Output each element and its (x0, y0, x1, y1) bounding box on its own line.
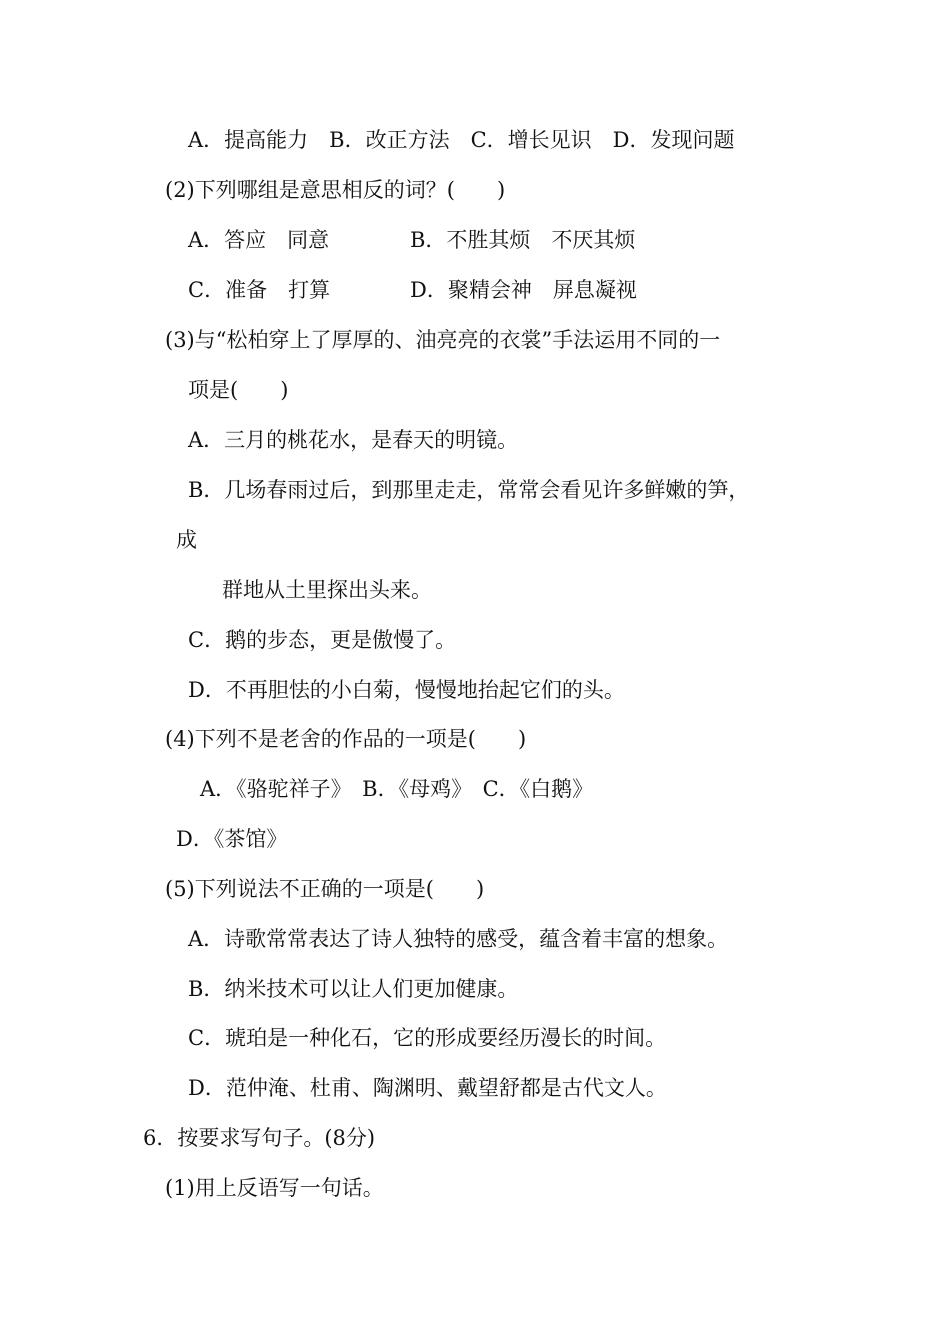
q5-1-options: A．提高能力 B．改正方法 C．增长见识 D．发现问题 (188, 128, 735, 152)
q5-4-option-d: D．《茶馆》 (176, 827, 288, 851)
q5-5-option-c: C．琥珀是一种化石，它的形成要经历漫长的时间。 (188, 1026, 667, 1050)
q5-2-option-c: C．准备 打算 (188, 278, 331, 302)
q5-2-option-b: B．不胜其烦 不厌其烦 (410, 228, 636, 252)
q5-5-option-b: B．纳米技术可以让人们更加健康。 (188, 977, 519, 1001)
q5-3-option-a: A．三月的桃花水，是春天的明镜。 (188, 428, 519, 452)
q5-2-option-d: D．聚精会神 屏息凝视 (410, 278, 637, 302)
q5-3-stem-cont: 项是( ) (188, 378, 289, 402)
q5-3-option-c: C．鹅的步态，更是傲慢了。 (188, 628, 457, 652)
q5-5-option-a: A．诗歌常常表达了诗人独特的感受，蕴含着丰富的想象。 (188, 927, 729, 951)
q5-4-stem: (4)下列不是老舍的作品的一项是( ) (165, 727, 527, 751)
q5-4-options: A．《骆驼祥子》 B．《母鸡》 C．《白鹅》 (200, 777, 594, 801)
q5-3-option-b: B．几场春雨过后，到那里走走，常常会看见许多鲜嫩的笋， (188, 478, 750, 502)
q5-3-option-d: D．不再胆怯的小白菊，慢慢地抬起它们的头。 (188, 678, 625, 702)
q5-5-option-d: D．范仲淹、杜甫、陶渊明、戴望舒都是古代文人。 (188, 1076, 667, 1100)
q5-3-option-b-cont: 群地从土里探出头来。 (222, 578, 432, 602)
q6-heading: 6．按要求写句子。(8分) (143, 1126, 376, 1150)
q5-2-stem: (2)下列哪组是意思相反的词？( ) (165, 178, 506, 202)
q5-5-stem: (5)下列说法不正确的一项是( ) (165, 877, 485, 901)
q5-3-stem: (3)与“松柏穿上了厚厚的、油亮亮的衣裳”手法运用不同的一 (165, 328, 721, 352)
q6-sub-1: (1)用上反语写一句话。 (165, 1176, 384, 1200)
q5-2-option-a: A．答应 同意 (188, 228, 330, 252)
q5-3-option-b-wrap: 成 (176, 528, 197, 552)
